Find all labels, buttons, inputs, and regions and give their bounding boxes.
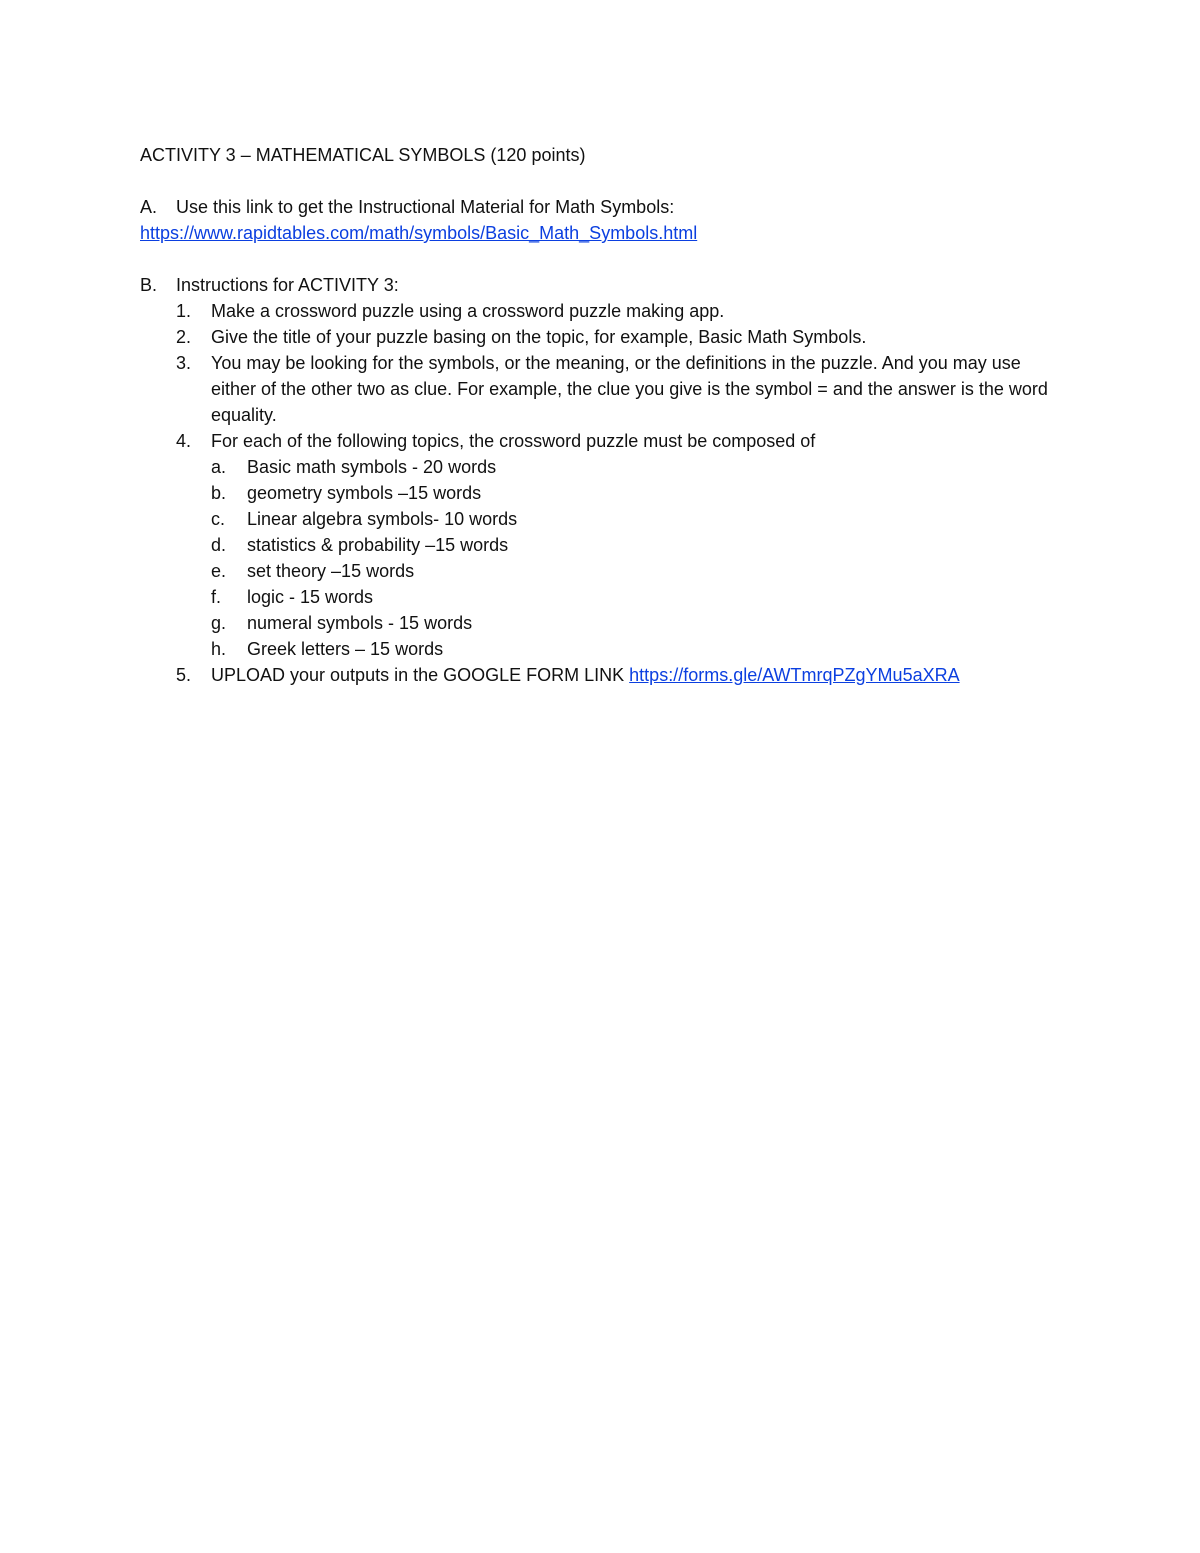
step-number: 3. [176, 353, 192, 373]
step-text: For each of the following topics, the crossword puzzle must be composed of [211, 431, 816, 451]
topic-text: Basic math symbols - 20 words [247, 457, 497, 477]
step-number: 1. [176, 301, 192, 321]
topic-text: geometry symbols –15 words [247, 483, 482, 503]
section-b [140, 272, 1060, 688]
section-b-heading: Instructions for ACTIVITY 3: [176, 275, 399, 295]
topic-item [211, 454, 1060, 480]
topic-letter: c. [211, 509, 226, 529]
topic-letter: b. [211, 483, 227, 503]
step-item [176, 662, 1060, 688]
topic-item [211, 610, 1060, 636]
section-b-letter: B. [140, 275, 158, 295]
topic-text: statistics & probability –15 words [247, 535, 509, 555]
topic-item [211, 558, 1060, 584]
topic-item [211, 480, 1060, 506]
step-item [176, 324, 1060, 350]
step-text: Give the title of your puzzle basing on the topic, for example, Basic Math Symbols. [211, 327, 867, 347]
upload-instruction: UPLOAD your outputs in the GOOGLE FORM LINK [211, 665, 625, 685]
step-number: 2. [176, 327, 192, 347]
step-number: 5. [176, 665, 192, 685]
topic-list [176, 454, 1060, 662]
topic-letter: g. [211, 613, 227, 633]
section-a [140, 194, 1060, 246]
instruction-steps [140, 298, 1060, 688]
google-form-link[interactable]: https://forms.gle/AWTmrqPZgYMu5aXRA [629, 665, 960, 685]
topic-item [211, 636, 1060, 662]
topic-letter: a. [211, 457, 227, 477]
topic-text: Greek letters – 15 words [247, 639, 444, 659]
step-text-upload [211, 662, 1060, 688]
step-text: You may be looking for the symbols, or the meaning, or the definitions in the puzzle. And you may use either of the other two as clue. For example, the clue you give is the symbol = and the answer is the word equality. [211, 353, 1048, 425]
step-text: Make a crossword puzzle using a crossword puzzle making app. [211, 301, 725, 321]
topic-text: Linear algebra symbols- 10 words [247, 509, 518, 529]
topic-text: set theory –15 words [247, 561, 415, 581]
document-body [140, 142, 1060, 688]
topic-letter: d. [211, 535, 227, 555]
topic-text: numeral symbols - 15 words [247, 613, 473, 633]
topic-letter: h. [211, 639, 227, 659]
activity-title: ACTIVITY 3 – MATHEMATICAL SYMBOLS (120 points) [140, 145, 586, 165]
topic-text: logic - 15 words [247, 587, 374, 607]
step-item-topics [176, 428, 1060, 662]
rapidtables-link[interactable]: https://www.rapidtables.com/math/symbols/Basic_Math_Symbols.html [140, 223, 698, 243]
topic-letter: f. [211, 587, 222, 607]
step-item [176, 298, 1060, 324]
topic-item [211, 506, 1060, 532]
section-a-text: Use this link to get the Instructional Material for Math Symbols: [176, 197, 675, 217]
topic-item [211, 584, 1060, 610]
step-number: 4. [176, 431, 192, 451]
topic-letter: e. [211, 561, 227, 581]
section-a-letter: A. [140, 197, 158, 217]
step-item [176, 350, 1060, 428]
topic-item [211, 532, 1060, 558]
